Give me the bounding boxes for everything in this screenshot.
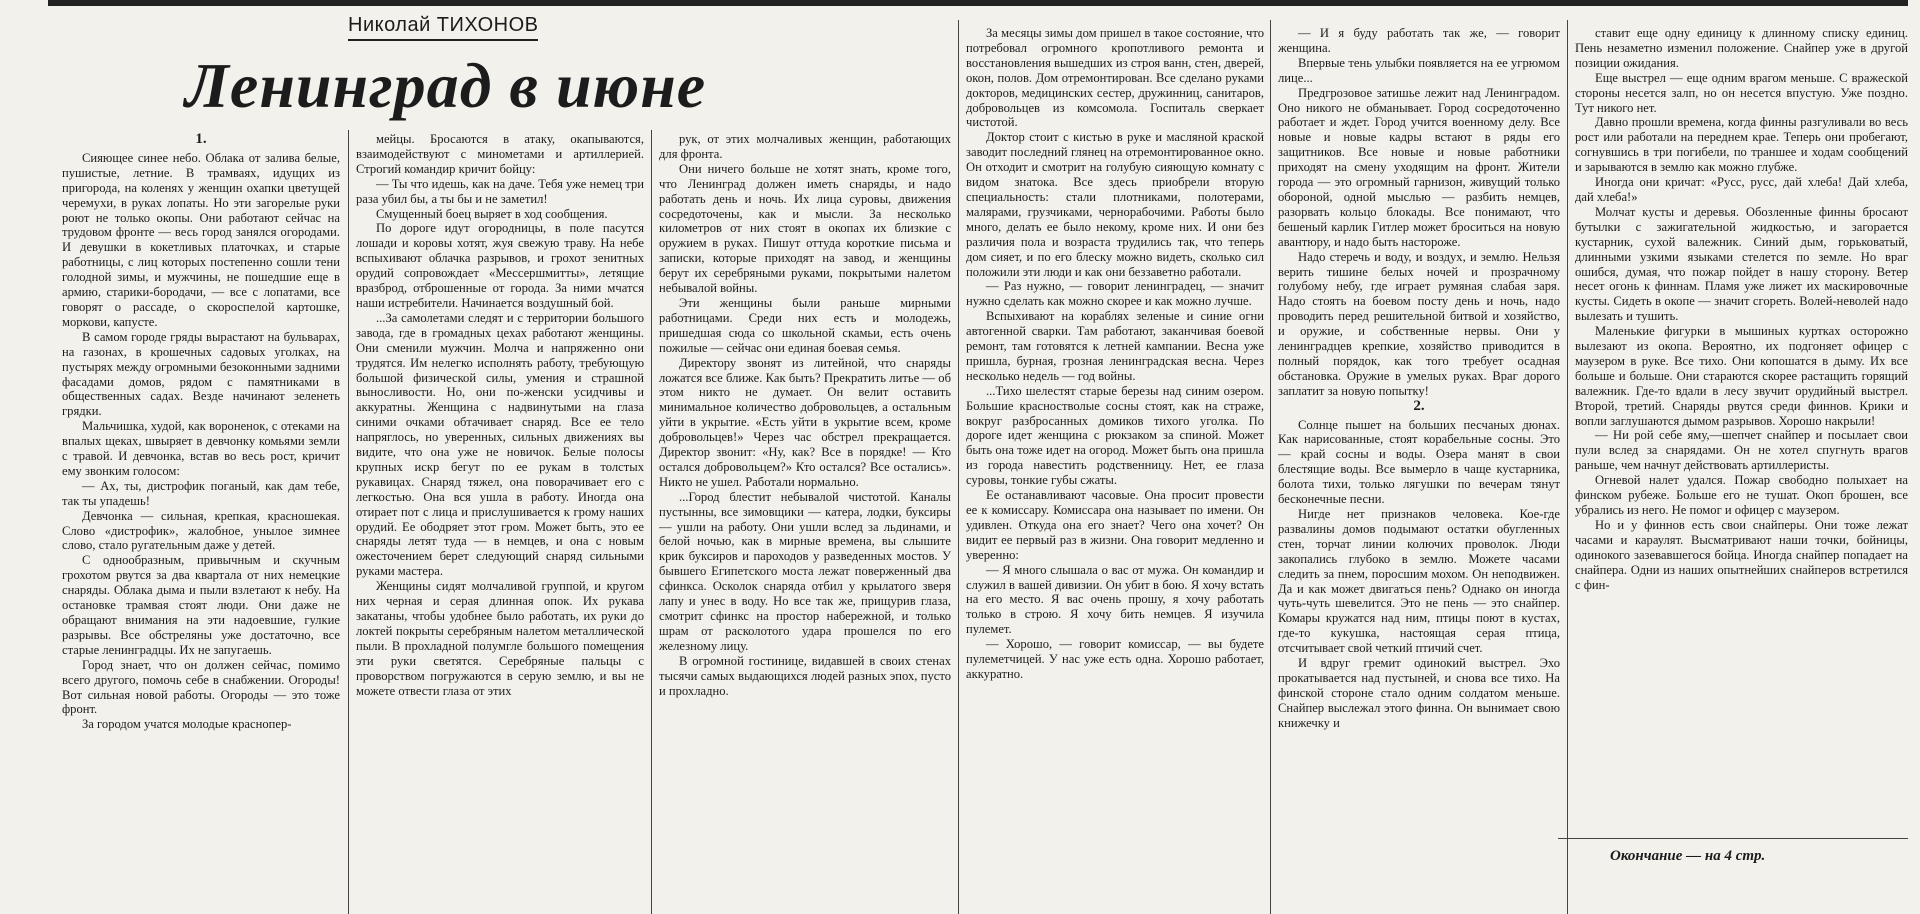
paragraph: Огневой налет удался. Пожар свободно полыхает на финском рубеже. Больше его не тушат. Окоп брошен, все убрались из него. Не помог и офицер с маузером.: [1575, 473, 1908, 517]
article-column-2: [356, 132, 644, 912]
column-divider: [1270, 20, 1271, 914]
section-number: 2.: [1413, 397, 1425, 414]
paragraph: Эти женщины были раньше мирными работницами. Среди них есть и молодежь, пришедшая сюда со школьной скамьи, есть очень пожилые — сейчас они единая боевая семья.: [659, 295, 951, 355]
article-column-1: [62, 132, 340, 912]
paragraph: ставит еще одну единицу к длинному списку единиц. Пень незаметно изменил положение. Снайпер уже в другой позиции ожидания.: [1575, 26, 1908, 70]
article-column-4: [966, 26, 1264, 912]
column-divider: [348, 130, 349, 914]
paragraph: Доктор стоит с кистью в руке и масляной краской заводит последний глянец на отремонтированное окно. Он отходит и смотрит на голубую сияющую комнату с видом знатока. Все здесь приобрели вторую специальность: стали плотниками, полотерами, малярами, грузчиками, чернорабочими. Работы было много, делать ее было некому, кроме них. И они без различия пола и возраста трудились так, что теперь дом сияет, и по его блеску можно видеть, сколько сил положили эти люди и как они беззаветно работали.: [966, 130, 1264, 279]
ending-rule: [1558, 838, 1908, 839]
paragraph: Директору звонят из литейной, что снаряды ложатся все ближе. Как быть? Прекратить литье — об этом никто не думает. Он велит оставить минимальное количество добровольцев, а остальным уйти в укрытие. «Есть уйти в укрытие всем, кроме добровольцев!» Через час обстрел прекращается. Директор звонит: «Ну, как? Все в порядке! — Кто остался добровольцем?» Кто остался? Все остались». Никто не ушел. Работали нормально.: [659, 355, 951, 489]
paragraph: — Ни рой себе яму,—шепчет снайпер и посылает свои пули вслед за снарядами. Он не хотел спугнуть врагов раньше, чем начнут действовать артиллеристы.: [1575, 428, 1908, 473]
paragraph: Смущенный боец выряет в ход сообщения.: [376, 206, 608, 221]
paragraph: Надо стеречь и воду, и воздух, и землю. Нельзя верить тишине белых ночей и прозрачному голубому небу, где играет румяная слабая заря. Надо стоять на боевом посту день и ночь, надо проводить перед решительной битвой и хозяйство, и оружие, и собственные нервы. Они у ленинградцев крепкие, хозяйство приводится в полный порядок, как того требует осадная обстановка. Оружие в умелых руках. Враг дорого заплатит за новую попытку!: [1278, 249, 1560, 398]
paragraph: мейцы. Бросаются в атаку, окапываются, взаимодействуют с минометами и артиллерией. Строгий командир кричит бойцу:: [356, 132, 644, 176]
paragraph: Солнце пышет на больших песчаных дюнах. Как нарисованные, стоят корабельные сосны. Это — край сосны и воды. Озера манят в свои блестящие воды. Все вымерло в чаще кустарника, болота тихи, только лягушки по вечерам тянут бесконечные песни.: [1278, 417, 1560, 507]
paragraph: Город знает, что он должен сейчас, помимо всего другого, помочь себе в снабжении. Огороды! Вот сильная новой работы. Огороды — это тоже фронт.: [62, 657, 340, 717]
article-column-3: [659, 132, 951, 912]
paragraph: Они ничего больше не хотят знать, кроме того, что Ленинград должен иметь снаряды, и надо работать день и ночь. Их лица суровы, движения сосредоточены, как и мысли. За несколько километров от них стоят в окопах их близкие с оружием в руках. Пишут оттуда короткие письма и записки, которые приходят на завод, и женщины берут их серебряными руками, покрытыми налетом небывалой войны.: [659, 161, 951, 296]
paragraph: Девчонка — сильная, крепкая, красношекая. Слово «дистрофик», жалобное, унылое зимнее слово, стало ругательным даже у детей.: [62, 508, 340, 553]
paragraph: — И я буду работать так же, — говорит женщина.: [1278, 26, 1560, 55]
author-byline: Николай ТИХОНОВ: [348, 14, 538, 41]
paragraph: Еще выстрел — еще одним врагом меньше. С вражеской стороны несется залп, но он несется впустую. Уже поздно. Тут никого нет.: [1575, 70, 1908, 115]
paragraph: Давно прошли времена, когда финны разгуливали во весь рост или работали на переднем крае. Теперь они пробегают, согнувшись в три погибели, по траншее и ходам сообщений и зарываются в землю как можно глубже.: [1575, 115, 1908, 175]
paragraph: Предгрозовое затишье лежит над Ленинградом. Оно никого не обманывает. Город сосредоточенно работает и ждет. Город учится военному делу. Все новые и новые кадры встают в ряды его защитников. Все новые и новые работники приходят на смену уходящим на фронт. Жители города — это огромный гарнизон, живущий только обороной, одной мыслью — разбить немцев, разорвать кольцо блокады. Все понимают, что бешеный карлик Гитлер может броситься на новую авантюру, и надо быть настороже.: [1278, 85, 1560, 249]
paragraph: Ее останавливают часовые. Она просит провести ее к комиссару. Комиссара она называет по имени. Он удивлен. Откуда она его знает? Чего она хочет? Он видит ее первый раз в жизни. Она говорит медленно и уверенно:: [966, 488, 1264, 562]
paragraph: Сияющее синее небо. Облака от залива белые, пушистые, летние. В трамваях, идущих из пригорода, на коленях у женщин охапки цветущей черемухи, в руках лопаты. Но эти загорелые руки роют не только окопы. Они работают сейчас на трудовом фронте — весь город занялся огородами. И девушки в кокетливых платочках, и старые работницы, с лиц которых постепенно сошли тени голодной зимы, и мужчины, не пошедшие еще в армию, старики-бородачи, — все с лопатами, все говорят о рассаде, о скороспелой картошке, моркови, капусте.: [62, 150, 340, 329]
paragraph: ...Город блестит небывалой чистотой. Каналы пустынны, все зимовщики — катера, лодки, буксиры — ушли на работу. Они ушли вслед за льдинами, и белой ночью, как в мирные времена, вы слышите крик буксиров и пароходов у разведенных мостов. У бывшего Египетского моста лежат поверженный два сфинкса. Осколок снаряда отбил у крылатого зверя лапу и унес в воду. Но все так же, прищурив глаза, смотрит сфинкс на простор набережной, и только шрам от расколотого удара прошелся по его железному лицу.: [659, 489, 951, 653]
section-number: 1.: [195, 132, 207, 147]
paragraph: ...За самолетами следят и с территории большого завода, где в громадных цехах работают женщины. Они сменили мужчин. Молча и напряженно они трудятся. Им нелегко исполнять работу, требующую большой физической силы, умения и страшной выносливости. Но, они по-женски усидчивы и аккуратны. Женщина с надвинутыми на глаза синими очками обтачивает снаряд. Все ее тело напряглось, но уверенных, сильных движениях вы видите, что она уже не новичок. Белые полосы крупных искр бегут по ее рукам в толстых рукавицах. Снаряд тяжел, она поворачивает его с легкостью. Она вся ушла в работу. Иногда она отирает пот с лица и прислушивается к грому наших орудий. Ее ободряет этот гром. Может быть, это ее снаряды летят туда — в немцев, и она с новым ожесточением берет следующий снаряд сильными руками мастера.: [356, 310, 644, 579]
paragraph: По дороге идут огородницы, в поле пасутся лошади и коровы хотят, жуя свежую траву. На небе вспыхивают облачка разрывов, и грохот зенитных орудий сопровождает «Мессершмитты», летящие вразброд, отброшенные от города. За ними мчатся наши истребители. Начинается воздушный бой.: [356, 221, 644, 310]
paragraph: Вспыхивают на кораблях зеленые и синие огни автогенной сварки. Там работают, заканчивая боевой ремонт, там готовятся к летней кампании. Весна уже пришла, бурная, грозная ленинградская весна. Через несколько недель — год войны.: [966, 309, 1264, 383]
paragraph: В самом городе гряды вырастают на бульварах, на газонах, в крошечных садовых уголках, на пустырях между огромными безоконными задними фасадами домов, рядом с памятниками в общественных садах. Везде начинают зеленеть грядки.: [62, 329, 340, 419]
paragraph: Мальчишка, худой, как вороненок, с отеками на впалых щеках, швыряет в девчонку комьями земли с травой. И девчонка, встав во весь рост, кричит ему звонким голосом:: [62, 419, 340, 478]
column-divider: [651, 130, 652, 914]
continued-note: Окончание — на 4 стр.: [1610, 848, 1766, 864]
article-column-6: [1575, 26, 1908, 834]
paragraph: Молчат кусты и деревья. Обозленные финны бросают бутылки с зажигательной жидкостью, и загорается кустарник, сухой валежник. Синий дым, горьковатый, длинными узкими языками стелется по земле. Но враг ошибся, думая, что пожар пойдет в нашу сторону. Ветер несет огонь к финнам. Пламя уже лижет их маскировочные кусты. Сидеть в окопе — значит сгореть. Волей-неволей надо вылезать и тушить.: [1575, 204, 1908, 324]
paragraph: — Ах, ты, дистрофик поганый, как дам тебе, так ты упадешь!: [62, 478, 340, 508]
paragraph: За городом учатся молодые краснопер-: [82, 717, 292, 732]
paragraph: За месяцы зимы дом пришел в такое состояние, что потребовал огромного кропотливого ремонта и восстановления вышедших из строя ванн, стен, дверей, окон, полов. Дом отремонтирован. Все сделано руками докторов, медицинских сестер, дружинниц, санитаров, добровольцев из комсомола. Госпиталь сверкает чистотой.: [966, 26, 1264, 130]
paragraph: С однообразным, привычным и скучным грохотом рвутся за два квартала от них немецкие снаряды. Облака дыма и пыли взлетают к небу. На остановке трамвая стоят люди. Они даже не обращают внимания на эти надоевшие, гулкие разрывы. Все обстреляны уже достаточно, все старые ленинградцы. Их не запугаешь.: [62, 553, 340, 657]
paragraph: — Хорошо, — говорит комиссар, — вы будете пулеметчицей. У нас уже есть одна. Хорошо работает, аккуратно.: [966, 637, 1264, 681]
paragraph: Женщины сидят молчаливой группой, и кругом них черная и серая длинная опок. Их рукава закатаны, чтобы удобнее было работать, их руки до локтей покрыты серебряным налетом металлической пыли. В прохладной полумгле большого помещения эти руки светятся. Серебряные пальцы с проворством погружаются в серую землю, и вы не можете отвести глаза от этих: [356, 579, 644, 698]
paragraph: Но и у финнов есть свои снайперы. Они тоже лежат часами и караулят. Высматривают наши точки, бойницы, одинокого зазевавшегося бойца. Иногда снайпер попадает на снайпера. Одни из наших опытнейших снайперов встретился с фин-: [1575, 517, 1908, 592]
article-title: Ленинград в июне: [185, 50, 707, 121]
paragraph: Маленькие фигурки в мышиных куртках осторожно вылезают из окопа. Вероятно, их подгоняет офицер с маузером в руке. Все тихо. Они копошатся в дыму. Их все больше и больше. Они стараются скорее растащить горящий валежник. Где-то вдали в лесу звучит орудийный выстрел. Второй, третий. Снаряды рвутся среди финнов. Крики и вопли заглушаются дымом разрывов. Хорошо накрыли!: [1575, 324, 1908, 428]
top-rule: [48, 0, 1908, 6]
paragraph: — Я много слышала о вас от мужа. Он командир и служил в вашей дивизии. Он убит в бою. Я хочу встать на его место. Я вас очень прошу, я хочу работать только в строю. Я хочу бить немцев. Я изучила пулемет.: [966, 562, 1264, 637]
paragraph: — Ты что идешь, как на даче. Тебя уже немец три раза убил бы, а ты бы и не заметил!: [356, 176, 644, 206]
paragraph: рук, от этих молчаливых женщин, работающих для фронта.: [659, 132, 951, 161]
column-divider: [1567, 20, 1568, 914]
paragraph: ...Тихо шелестят старые березы над синим озером. Большие красностволые сосны стоят, как на страже, вокруг разбросанных домиков тихого уголка. По дороге идет женщина с рюкзаком за спиной. Может быть она тоже идет на огород. Может быть она пришла из города навестить родственницу. Нет, ее глаза суровы, тонкие губы сжаты.: [966, 383, 1264, 488]
paragraph: Иногда они кричат: «Русс, русс, дай хлеба! Дай хлеба, дай хлеба!»: [1575, 175, 1908, 204]
paragraph: В огромной гостинице, видавшей в своих стенах тысячи самых выдающихся людей разных эпох, пусто и прохладно.: [659, 653, 951, 698]
paragraph: Нигде нет признаков человека. Кое-где развалины домов подымают остатки обугленных стен, торчат линии колючих проволок. Люди закопались глубоко в землю. Можете часами следить за пнем, поросшим мохом. Он неподвижен. Да и как может двигаться пень? Однако он иногда чуть-чуть шевелится. Это не пень — это снайпер. Комары кружатся над ним, птицы поют в кустах, где-то кукушка, настоящая серая птица, отсчитывает свой четкий птичий счет.: [1278, 507, 1560, 656]
paragraph: Впервые тень улыбки появляется на ее угрюмом лице...: [1278, 55, 1560, 85]
article-column-5: [1278, 26, 1560, 912]
paragraph: — Раз нужно, — говорит ленинградец, — значит нужно сделать как можно скорее и как можно лучше.: [966, 279, 1264, 309]
paragraph: И вдруг гремит одинокий выстрел. Эхо прокатывается над пустыней, и снова все тихо. На финской стороне стало одним солдатом меньше. Снайпер выслежал этого финна. Он вынимает свою книжечку и: [1278, 656, 1560, 730]
column-divider: [958, 20, 959, 914]
